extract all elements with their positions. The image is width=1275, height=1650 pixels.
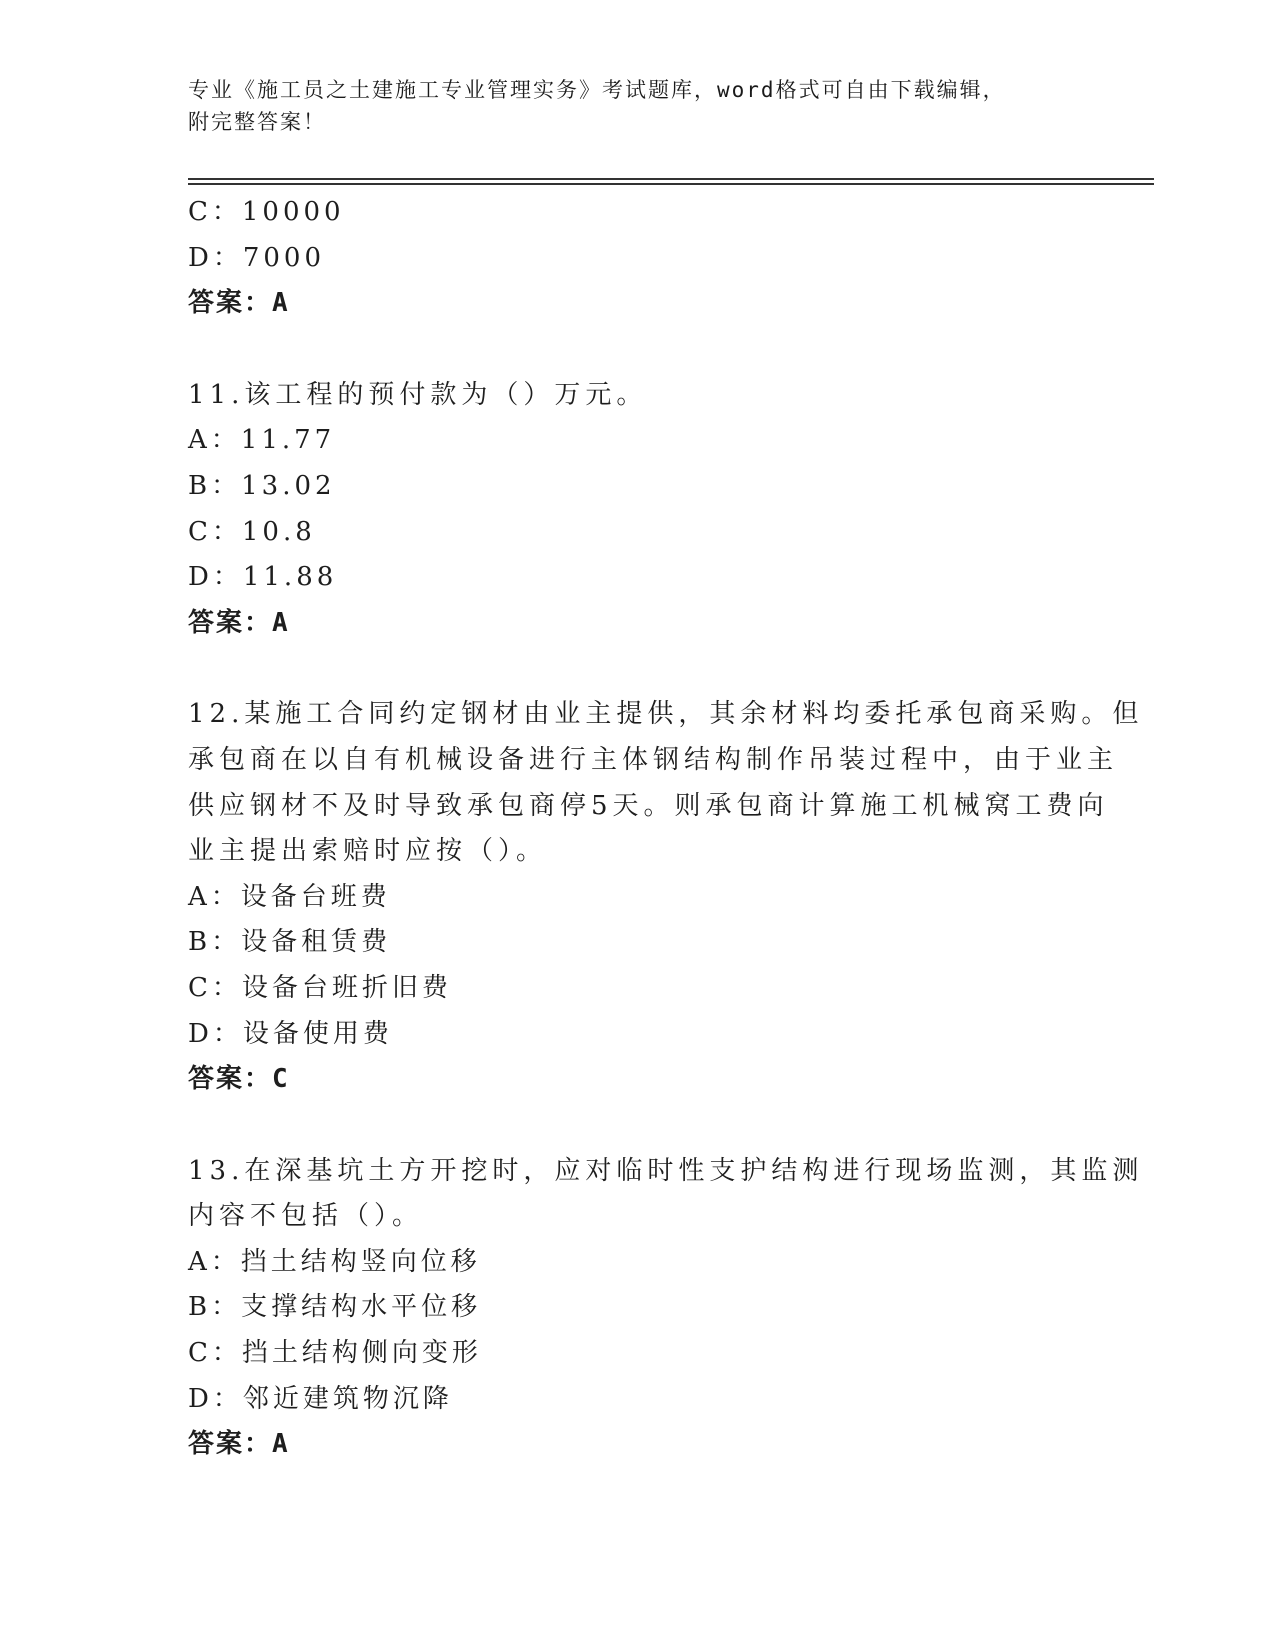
option-a: A：11.77 [188, 425, 336, 456]
option-b: B：设备租赁费 [188, 927, 392, 958]
option-d: D：设备使用费 [188, 1018, 393, 1049]
option-c: C：10.8 [188, 516, 316, 547]
header-line-2: 附完整答案！ [188, 110, 326, 134]
option-d: D：7000 [188, 242, 326, 273]
option-c: C：10000 [188, 197, 345, 227]
answer-line: 答案：C [188, 1064, 290, 1095]
question-stem: 11.该工程的预付款为（）万元。 [188, 379, 648, 410]
answer-line: 答案：A [188, 1429, 290, 1460]
option-a: A：设备台班费 [188, 881, 391, 912]
question-stem-line: 12.某施工合同约定钢材由业主提供，其余材料均委托承包商采购。但 [188, 699, 1144, 730]
question-stem-line: 13.在深基坑土方开挖时，应对临时性支护结构进行现场监测，其监测 [188, 1155, 1144, 1186]
option-c: C：设备台班折旧费 [188, 972, 452, 1003]
option-b: B：13.02 [188, 470, 336, 501]
document-header [188, 74, 1088, 138]
question-block-12 [188, 692, 1144, 1102]
question-block-11 [188, 373, 1088, 647]
option-c: C：挡土结构侧向变形 [188, 1338, 482, 1369]
option-d: D：11.88 [188, 562, 338, 593]
answer-line: 答案：A [188, 607, 290, 638]
question-stem-line: 业主提出索赔时应按（）。 [188, 836, 548, 867]
option-b: B：支撑结构水平位移 [188, 1292, 482, 1323]
question-stem-line: 承包商在以自有机械设备进行主体钢结构制作吊装过程中，由于业主 [188, 744, 1119, 775]
option-a: A：挡土结构竖向位移 [188, 1246, 481, 1277]
question-content [188, 190, 1144, 1468]
header-divider-top [188, 178, 1154, 180]
question-stem-line: 供应钢材不及时导致承包商停5天。则承包商计算施工机械窝工费向 [188, 790, 1109, 821]
answer-line: 答案：A [188, 288, 290, 319]
question-stem-line: 内容不包括（）。 [188, 1201, 424, 1232]
header-divider-bottom [188, 183, 1154, 185]
spacer [188, 646, 1088, 692]
spacer [188, 1103, 1088, 1149]
header-line-1: 专业《施工员之土建施工专业管理实务》考试题库，word格式可自由下载编辑， [188, 78, 1006, 102]
option-d: D：邻近建筑物沉降 [188, 1383, 453, 1414]
question-block-13 [188, 1149, 1144, 1468]
question-block-previous [188, 190, 1088, 327]
spacer [188, 327, 1088, 373]
